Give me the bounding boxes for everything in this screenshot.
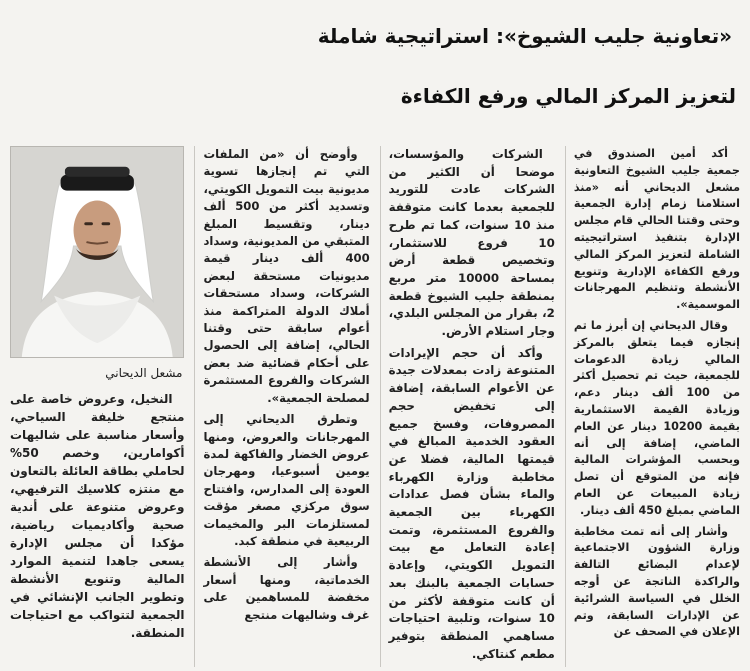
portrait-photo <box>10 146 184 358</box>
headline-line-2: لتعزيز المركز المالي ورفع الكفاءة <box>400 84 736 108</box>
portrait-illustration <box>11 147 183 357</box>
article-column-4 <box>10 146 184 667</box>
headline <box>8 4 742 128</box>
article-column-1 <box>565 146 740 667</box>
article-column-3 <box>194 146 369 667</box>
paragraph: الشركات والمؤسسات، موضحا أن الكثير من الشركات عادت للتوريد للجمعية بعدما كانت متوقفة منذ 10 سنوات، كما تم طرح 10 فروع للاستثمار، وتخصيص قطعة أرض بمساحة 10000 متر مربع بمنطقة جليب الشيوخ قطعة 2، بقرار من المجلس البلدي، وجار استلام الأرض. <box>388 147 555 339</box>
paragraph: وأكد أن حجم الإيرادات المتنوعة زادت بمعدلات جيدة عن الأعوام السابقة، إضافة إلى تخفيض حجم المصروفات، وفسخ جميع العقود الخدمية المبالغ في قيمتها المالية، فضلا عن مخاطبة وزارة الكهرباء والماء بشأن فصل عدادات الكهرباء بين الجمعية والفروع المستثمرة، وتمت إعادة التعامل مع بيت التمويل الكويتي، وإعادة حسابات الجمعية بالبنك بعد أن كانت متوقفة لأكثر من 10 سنوات، وتلبية احتياجات مساهمي المنطقة بتوفير مطعم كنتاكي. <box>388 345 555 661</box>
headline-line-1: «تعاونية جليب الشيوخ»: استراتيجية شاملة <box>317 24 732 48</box>
article-column-2 <box>380 146 555 667</box>
photo-caption: مشعل الديحاني <box>105 366 183 380</box>
paragraph: وأشار إلى الأنشطة الخدماتية، ومنها أسعار مخفضة للمساهمين على غرف وشاليهات منتجع <box>203 555 370 622</box>
article-columns <box>10 146 740 667</box>
paragraph: النخيل، وعروض خاصة على منتجع خليفة السياحي، وأسعار مناسبة على شاليهات أكوامارين، وخصم 50% لحاملي بطاقة العائلة بالتعاون مع منتزه كلاسيك الترفيهي، وعروض متنوعة على أندية صحية وأكاديميات رياضية، مؤكدا أن مجلس الإدارة يسعى جاهدا لتنمية الموارد المالية وتنويع الأنشطة وتطوير الجانب الإنشائي في الجمعية لتتواكب مع احتياجات المنطقة. <box>10 392 185 640</box>
paragraph: أكد أمين الصندوق في جمعية جليب الشيوخ التعاونية مشعل الديحاني أنه «منذ استلامنا زمام إدارة الجمعية وحتى وقتنا الحالي قام مجلس الإدارة بتنفيذ استراتيجيته الشاملة لتعزيز المركز المالي ورفع الكفاءة الإدارية وتنويع الأنشطة وتنظيم المهرجانات الموسمية». <box>573 147 740 312</box>
paragraph: وأوضح أن «من الملفات التي تم إنجازها تسوية مديونية بيت التمويل الكويتي، وتسديد أكثر من 500 ألف دينار، وتقسيط المبلغ المتبقي من المديونية، وسداد 400 ألف دينار قيمة مديونيات مستحقة لبعض الشركات، وسداد مستحقات أملاك الدولة المتراكمة منذ أعوام سابقة حتى وقتنا الحالي، إضافة إلى الحصول على أحكام قضائية ضد بعض الشركات والفروع المستثمرة لمصلحة الجمعية». <box>203 147 370 405</box>
paragraph: وتطرق الديحاني إلى المهرجانات والعروض، ومنها عروض الخضار والفاكهة لمدة يومين أسبوعيا، ومهرجان العودة إلى المدارس، وافتتاح سوق مركزي مصغر مؤقت لمستلزمات البر والمخيمات الربيعية في منطقة كبد. <box>203 412 370 548</box>
paragraph: وأشار إلى أنه تمت مخاطبة وزارة الشؤون الاجتماعية لإعدام البضائع التالفة والراكدة الناتجة عن أوجه الخلل في السياسة الشرائية عن الإدارات السابقة، وتم الإعلان في الصحف عن <box>573 524 740 639</box>
paragraph: وقال الديحاني إن أبرز ما تم إنجازه فيما يتعلق بالمركز المالي زيادة الدعومات للجمعية، حيث تم تحصيل أكثر من 100 ألف دينار دعم، وزيادة القيمة الاستثمارية بقيمة 10200 دينار عن العام الماضي، إضافة إلى أنه وبحسب المؤشرات المالية فإنه من المتوقع أن تصل زيادة المبيعات عن العام الماضي بمبلغ 450 ألف دينار. <box>573 318 740 517</box>
